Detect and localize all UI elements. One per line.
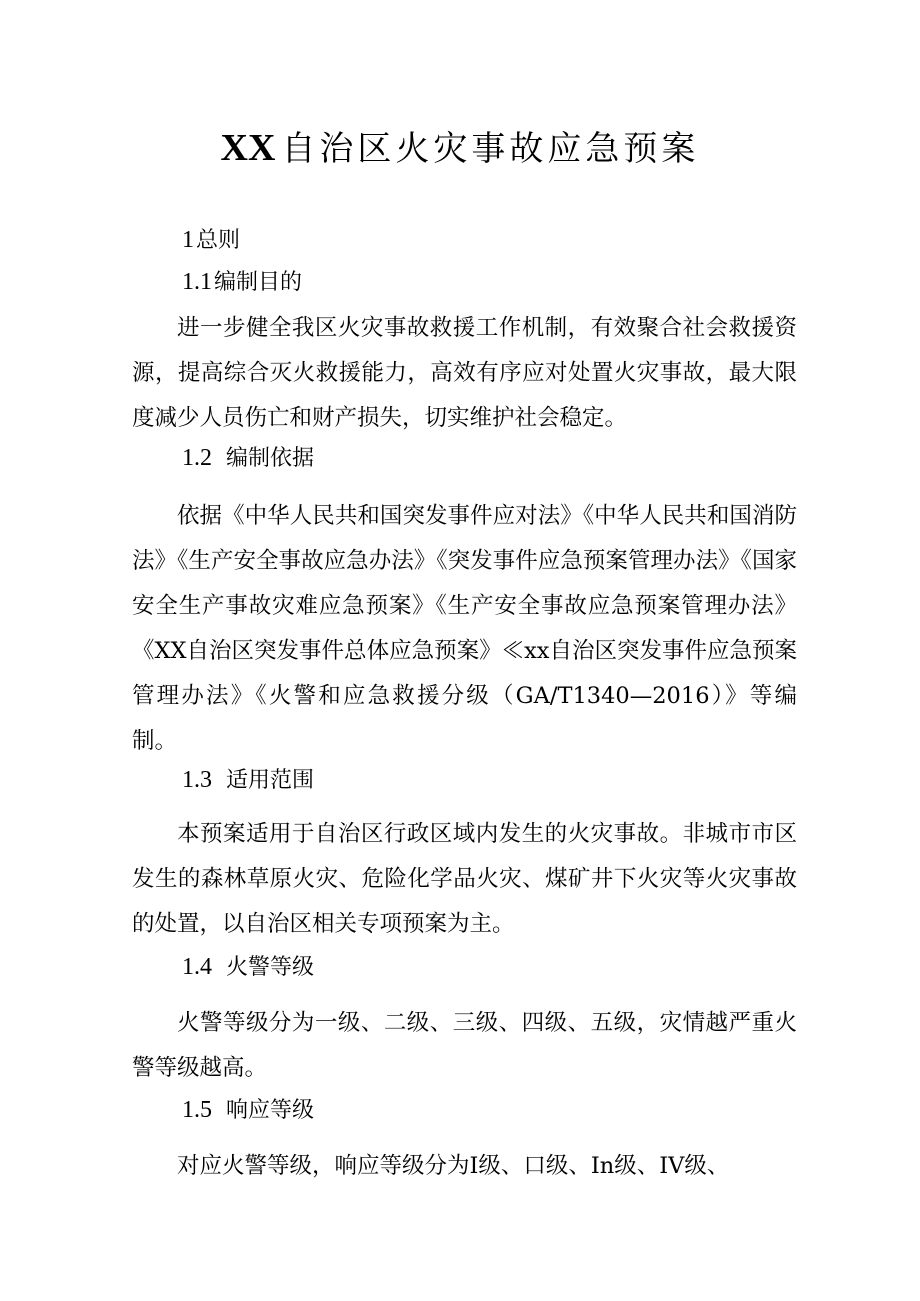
paragraph-purpose: 进一步健全我区火灾事故救援工作机制，有效聚合社会救援资源，提高综合灭火救援能力，高效有序应对处置火灾事故，最大限度减少人员伤亡和财产损失，切实维护社会稳定。 (132, 315, 797, 431)
section-label: 响应等级 (226, 1098, 315, 1123)
paragraph-scope: 本预案适用于自治区行政区域内发生的火灾事故。非城市市区发生的森林草原火灾、危险化学品火灾、煤矿井下火灾等火灾事故的处置，以自治区相关专项预案为主。 (132, 821, 797, 937)
section-heading-1-4 (182, 952, 314, 983)
section-heading-1-3 (182, 765, 314, 796)
paragraph-basis: 依据《中华人民共和国突发事件应对法》《中华人民共和国消防法》《生产安全事故应急办法》《突发事件应急预案管理办法》《国家安全生产事故灾难应急预案》《生产安全事故应急预案管理办法》《XX自治区突发事件总体应急预案》≪xx自治区突发事件应急预案管理办法》《火警和应急救援分级（GA/T1340—2016）》等编制。 (132, 503, 797, 754)
title-prefix: XX (220, 127, 276, 169)
section-number: 1.2 (182, 445, 212, 471)
section-number: 1.5 (182, 1097, 212, 1123)
section-heading-1-1 (182, 267, 302, 298)
section-number: 1.1 (182, 269, 212, 295)
paragraph-alarm-levels: 火警等级分为一级、二级、三级、四级、五级，灾情越严重火警等级越高。 (132, 1010, 797, 1081)
paragraph-response-levels: 对应火警等级，响应等级分为I级、口级、In级、IV级、 (177, 1153, 730, 1179)
section-heading-1-2 (182, 443, 314, 474)
section-label: 编制目的 (214, 270, 303, 295)
section-label: 编制依据 (226, 446, 315, 471)
section-number: 1.3 (182, 767, 212, 793)
document-title (0, 124, 920, 173)
section-label: 总则 (196, 228, 241, 253)
title-main: 自治区火灾事故应急预案 (281, 129, 700, 169)
section-number: 1.4 (182, 954, 212, 980)
section-number: 1 (182, 227, 194, 253)
section-label: 火警等级 (226, 955, 315, 980)
section-heading-1 (182, 225, 240, 256)
section-heading-1-5 (182, 1095, 314, 1126)
section-label: 适用范围 (226, 768, 315, 793)
